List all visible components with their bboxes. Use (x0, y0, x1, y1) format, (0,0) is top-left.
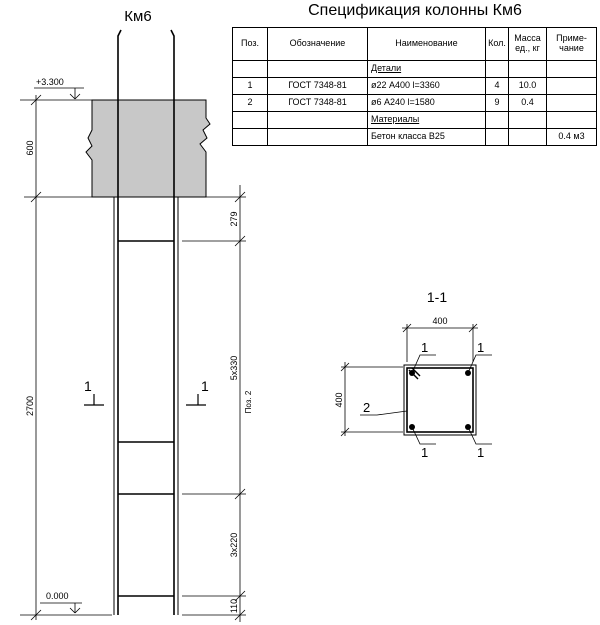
spec-header-mass: Масса ед., кг (509, 28, 547, 61)
leader-label-stirrup: 2 (363, 400, 371, 415)
spec-cell: 9 (486, 95, 509, 112)
section-mark-right: 1 (201, 378, 209, 394)
leader-label-top-left: 1 (421, 340, 429, 355)
spec-section-details: Детали (368, 61, 486, 78)
spec-cell: 4 (486, 78, 509, 95)
spec-cell: ø6 А240 l=1580 (368, 95, 486, 112)
spec-row-details (233, 61, 597, 78)
dim-5x330: 5x330 (229, 355, 239, 381)
spec-header-row (233, 28, 597, 61)
dim-110: 110 (229, 598, 239, 614)
spec-cell: 1 (233, 78, 268, 95)
elevation-top (20, 88, 92, 100)
dim-3x220: 3x220 (229, 532, 239, 558)
dim-pos-2: Поз. 2 (244, 390, 253, 414)
section-title: 1-1 (426, 289, 448, 305)
spec-row-3 (233, 129, 597, 146)
section-width-label: 400 (432, 316, 448, 326)
dim-600: 600 (25, 140, 35, 156)
concrete-head (86, 100, 210, 197)
section-dims (341, 324, 478, 436)
column-shaft (114, 197, 178, 615)
spec-cell (547, 95, 597, 112)
spec-cell (547, 78, 597, 95)
spec-header-pos: Поз. (233, 28, 268, 61)
section-mark-left: 1 (84, 378, 92, 394)
section-cut-marks (84, 394, 206, 405)
dim-2700: 2700 (25, 395, 35, 417)
dim-279: 279 (229, 211, 239, 227)
spec-row-materials (233, 112, 597, 129)
spec-cell: Бетон класса В25 (368, 129, 486, 146)
rebar-outlets (118, 30, 174, 108)
elevation-bottom (20, 603, 112, 615)
leader-label-top-right: 1 (477, 340, 485, 355)
spec-table (232, 27, 597, 146)
spec-cell: 10.0 (509, 78, 547, 95)
spec-cell: ø22 А400 l=3360 (368, 78, 486, 95)
spec-cell: 0.4 м3 (547, 129, 597, 146)
spec-cell: 2 (233, 95, 268, 112)
spec-header-qty: Кол. (486, 28, 509, 61)
spec-header-name: Наименование (368, 28, 486, 61)
spec-cell: ГОСТ 7348-81 (268, 95, 368, 112)
spec-section-materials: Материалы (368, 112, 486, 129)
spec-cell: ГОСТ 7348-81 (268, 78, 368, 95)
spec-header-designation: Обозначение (268, 28, 368, 61)
elevation-top-label: +3.300 (36, 77, 64, 87)
stirrups (118, 241, 174, 596)
leader-label-bottom-left: 1 (421, 445, 429, 460)
spec-cell: 0.4 (509, 95, 547, 112)
spec-row-1 (233, 78, 597, 95)
section-rebars (409, 370, 471, 430)
spec-header-note: Приме- чание (547, 28, 597, 61)
spec-row-2 (233, 95, 597, 112)
elevation-bottom-label: 0.000 (46, 591, 69, 601)
leader-label-bottom-right: 1 (477, 445, 485, 460)
column-title: Км6 (124, 8, 152, 25)
section-height-label: 400 (334, 392, 344, 408)
spec-title: Спецификация колонны Км6 (308, 2, 522, 19)
